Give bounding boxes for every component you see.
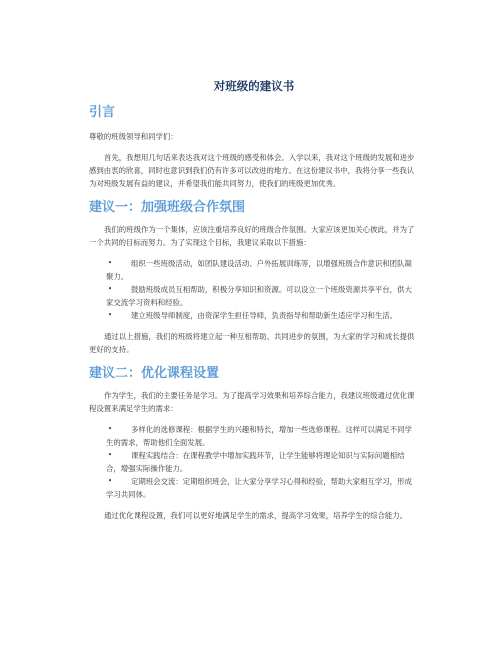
bullet-icon: •: [108, 311, 113, 319]
list-item: [89, 309, 419, 322]
bullet-icon: •: [108, 425, 113, 433]
list-item-text: 建立班级导师制度，由资深学生担任导师，负责指导和帮助新生适应学习和生活。: [131, 311, 398, 320]
section-outro-paragraph: 通过以上措施，我们的班级将建立起一种互相帮助、共同进步的氛围，为大家的学习和成长提供更好的支持。: [89, 332, 415, 354]
section-heading: 建议一：加强班级合作氛围: [89, 200, 246, 215]
section-outro-paragraph: 通过优化课程设置，我们可以更好地满足学生的需求，提高学习效果，培养学生的综合能力。: [104, 511, 408, 520]
bullet-icon: •: [108, 259, 113, 267]
bullet-icon: •: [108, 285, 113, 293]
section-intro-paragraph: 我们的班级作为一个集体，应该注重培养良好的班级合作氛围。大家应该更加关心彼此，并为了一个共同的目标而努力。为了实现这个目标，我建议采取以下措施：: [89, 225, 415, 247]
list-item-text: 多样化的选修课程：根据学生的兴趣和特长，增加一些选修课程。这样可以满足不同学生的需求，帮助他们全面发展。: [106, 425, 412, 447]
list-item: [89, 423, 419, 449]
section-heading: 引言: [89, 105, 116, 120]
list-item-text: 课程实践结合：在课程教学中增加实践环节，让学生能够将理论知识与实际问题相结合，增强实际操作能力。: [106, 451, 405, 473]
list-item: [89, 449, 419, 475]
bullet-list: [89, 423, 419, 501]
list-item-text: 组织一些班级活动，如团队建设活动、户外拓展训练等，以增强班级合作意识和团队凝聚力。: [106, 259, 412, 281]
bullet-list: [89, 257, 419, 322]
document-body: [89, 78, 419, 522]
document-title: 对班级的建议书: [213, 79, 295, 93]
bullet-icon: •: [108, 477, 113, 485]
list-item: [89, 475, 419, 501]
intro-paragraph: 首先，我想用几句话来表达我对这个班级的感受和体会。入学以来，我对这个班级的发展和进步感到由衷的欣喜，同时也意识到我们仍有许多可以改进的地方。在这份建议书中，我将分享一些我认为对班级发展有益的建议，并希望我们能共同努力，使我们的班级更加优秀。: [89, 153, 415, 188]
section-intro: [89, 104, 419, 190]
list-item-text: 定期班会交流：定期组织班会，让大家分享学习心得和经验，帮助大家相互学习，形成学习共同体。: [106, 477, 412, 499]
salutation: 尊敬的班级领导和同学们：: [89, 132, 178, 141]
list-item: [89, 283, 419, 309]
bullet-icon: •: [108, 451, 113, 459]
section-suggestion-one: [89, 199, 419, 356]
section-intro-paragraph: 作为学生，我们的主要任务是学习。为了提高学习效果和培养综合能力，我建议班级通过优化课程设置来满足学生的需求：: [89, 391, 415, 413]
section-heading: 建议二：优化课程设置: [89, 366, 220, 381]
section-suggestion-two: [89, 365, 419, 522]
list-item: [89, 257, 419, 283]
list-item-text: 鼓励班级成员互相帮助，积极分享知识和资源。可以设立一个班级资源共享平台，供大家交流学习资料和经验。: [106, 285, 412, 307]
